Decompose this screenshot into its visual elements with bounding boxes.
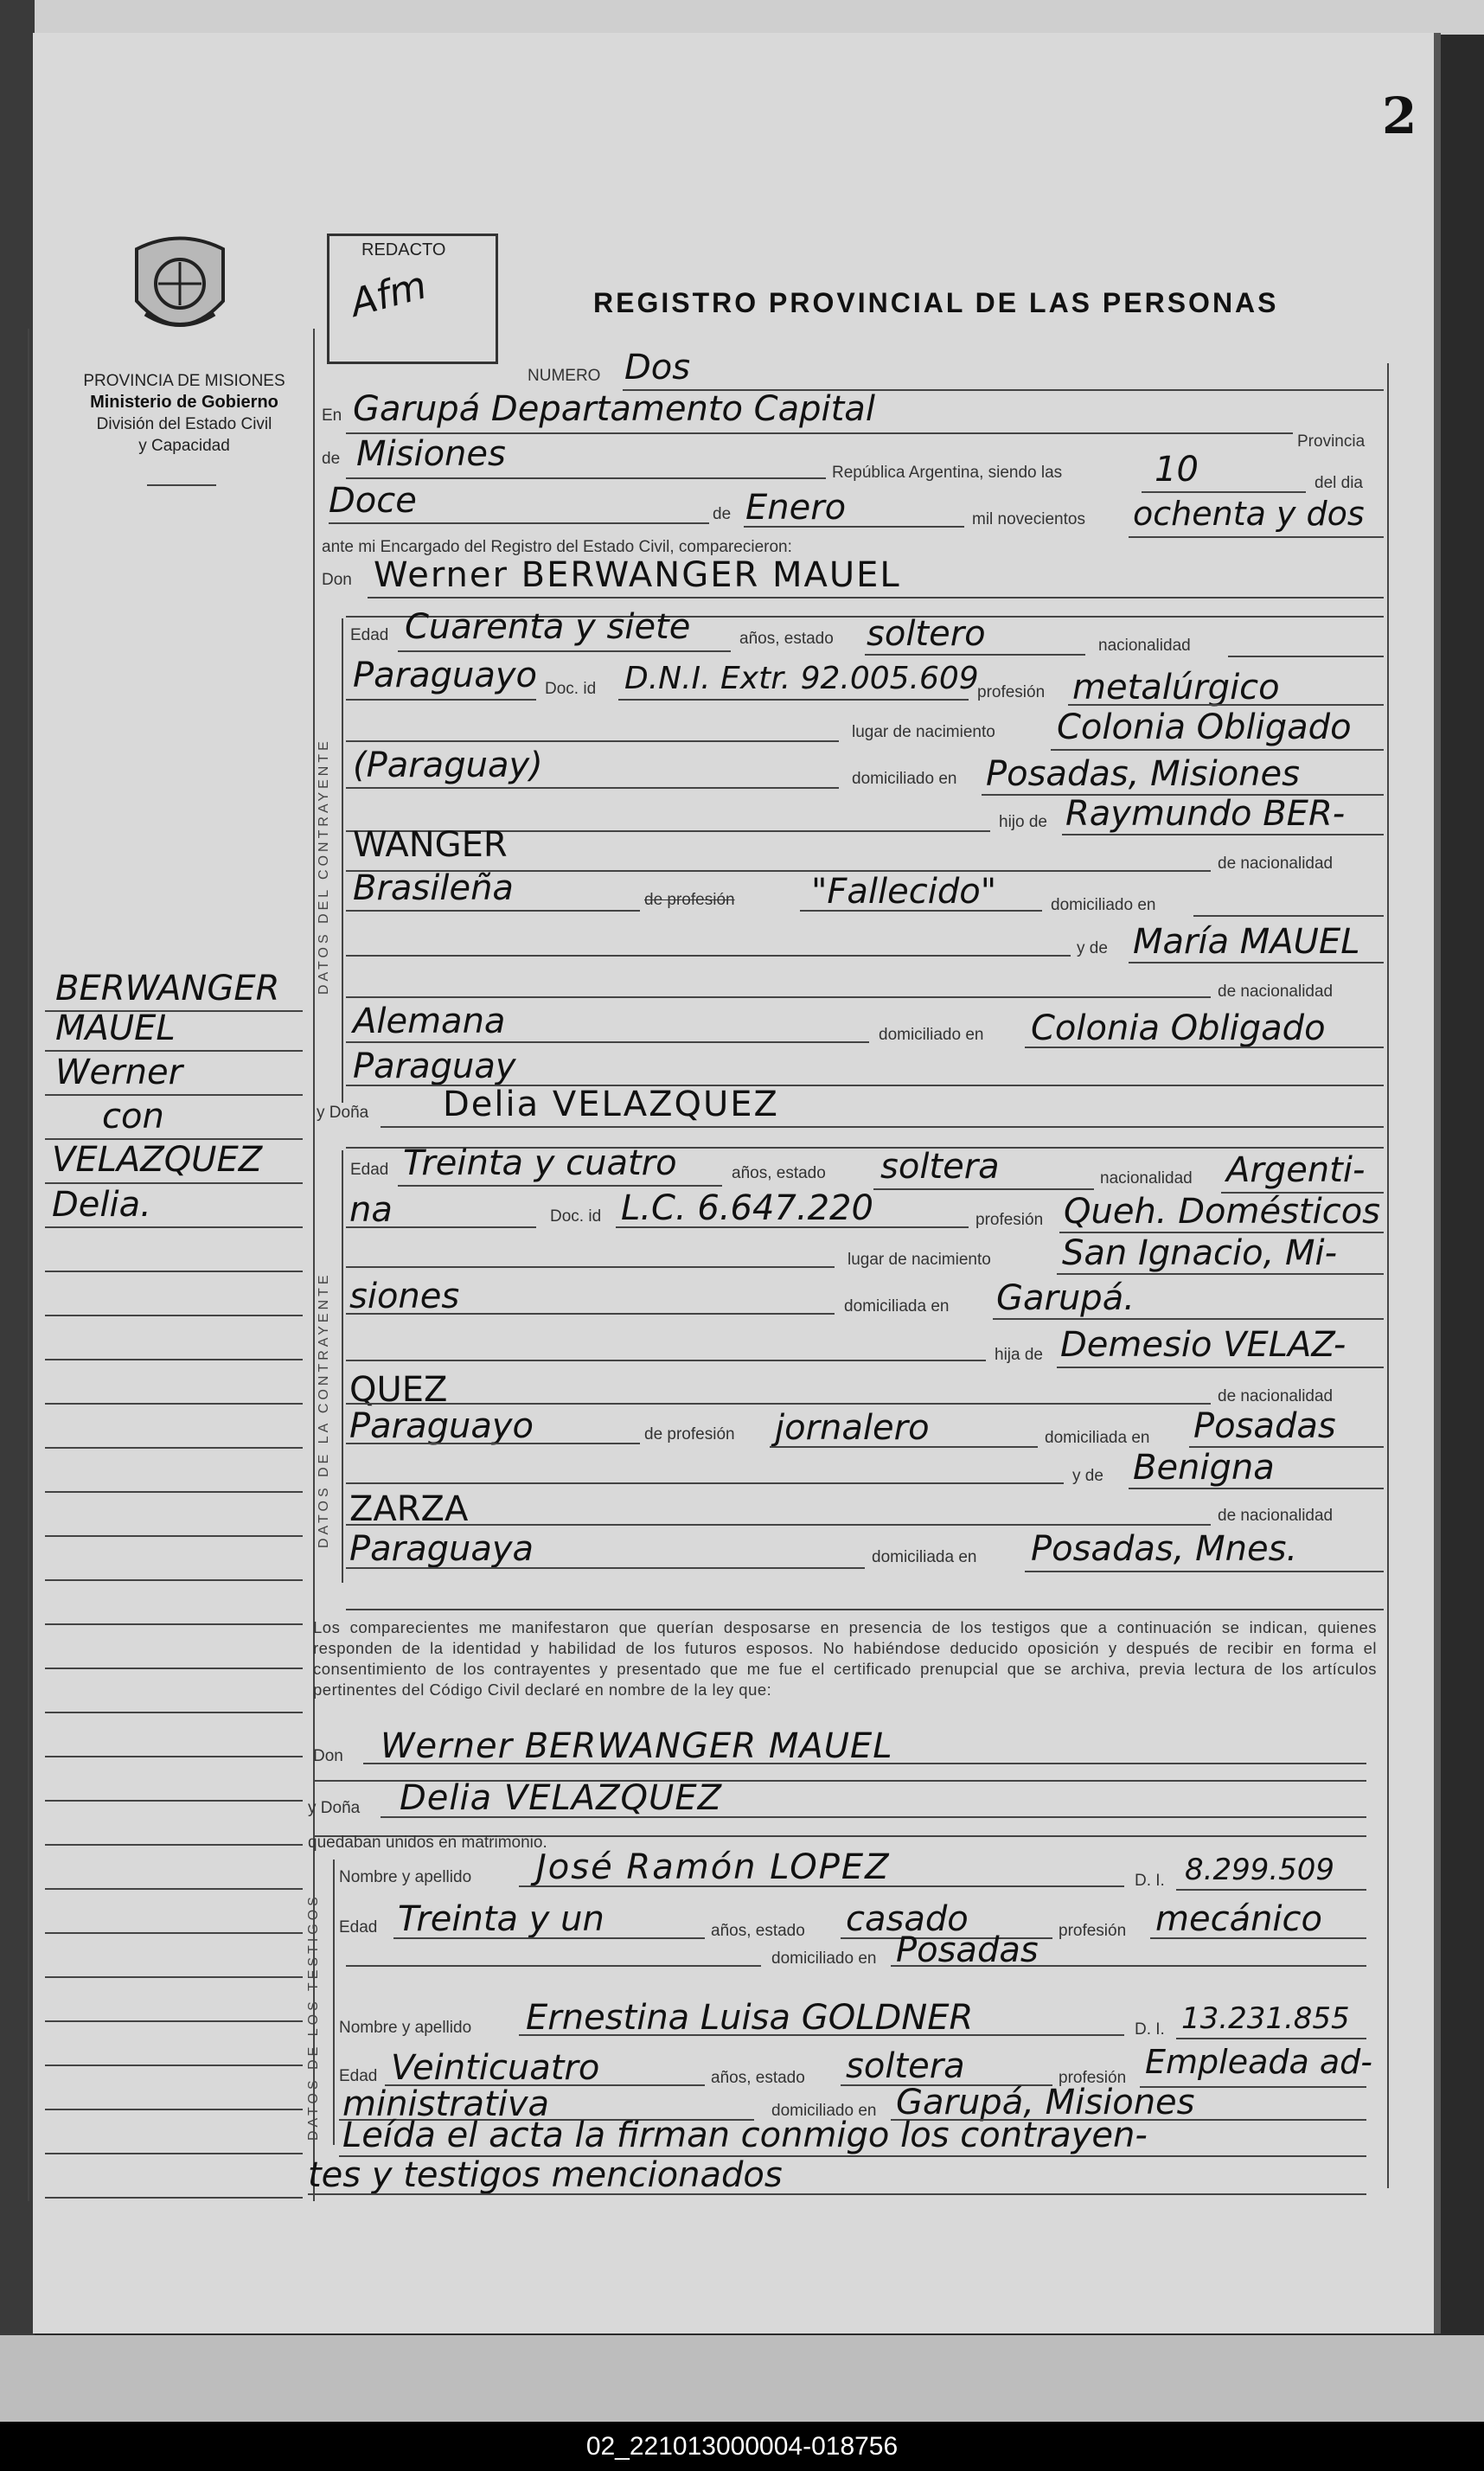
domiciliado-label: domiciliado en: [1051, 896, 1156, 914]
margin-left-edge: [28, 329, 29, 2201]
margin-note-surname-3: VELAZQUEZ: [52, 1140, 263, 1180]
don-value: Werner BERWANGER MAUEL: [374, 555, 901, 595]
madre-dom-ella-value: Posadas, Mnes.: [1031, 1529, 1298, 1569]
margin-note-con: con: [102, 1097, 164, 1136]
issuer-ministry: Ministerio de Gobierno: [90, 393, 278, 412]
domicilio-el-value: Posadas, Misiones: [986, 754, 1300, 794]
madre-nac-el-value: Alemana: [353, 1002, 506, 1041]
padre-ella-value-2: QUEZ: [349, 1370, 448, 1410]
closing-line-1: Leída el acta la firman conmigo los contrayen-: [342, 2116, 1148, 2155]
margin-note-given-name: Werner: [55, 1053, 183, 1092]
domiciliado-en-label: domiciliado en: [852, 770, 957, 788]
side-label-testigos: DATOS DE LOS TESTIGOS: [306, 1893, 321, 2141]
domicilio-ella-value: Garupá.: [996, 1278, 1135, 1318]
prof-el-value: metalúrgico: [1072, 668, 1280, 707]
scan-top-edge: [0, 0, 1484, 35]
issuer-province: PROVINCIA DE MISIONES: [83, 372, 285, 390]
prof-ella-value: Queh. Domésticos: [1064, 1192, 1381, 1232]
mes-value: Enero: [745, 488, 847, 528]
padre-prof-el-value: "Fallecido": [811, 872, 997, 912]
lugar-nac-ella-value-2: siones: [349, 1277, 460, 1316]
side-label-contrayente: DATOS DEL CONTRAYENTE: [317, 738, 331, 995]
form-right-edge: [1387, 363, 1389, 2188]
doc-id-label: Doc. id: [545, 680, 597, 698]
t2-edad-value: Veinticuatro: [391, 2048, 600, 2088]
anio-value: ochenta y dos: [1133, 495, 1365, 533]
numero-value: Dos: [624, 348, 691, 387]
t1-edad-value: Treinta y un: [398, 1899, 604, 1939]
lugar-nac-label-2: lugar de nacimiento: [848, 1251, 991, 1269]
padre-nac-ella-value: Paraguayo: [349, 1406, 534, 1446]
estado-ella-value: soltera: [880, 1147, 1000, 1187]
decl-dona-value: Delia VELAZQUEZ: [400, 1778, 722, 1818]
y-de-label: y de: [1077, 939, 1108, 957]
hijo-de-label: hijo de: [999, 813, 1047, 831]
t1-di-value: 8.299.509: [1185, 1853, 1335, 1887]
madre-el-value: María MAUEL: [1133, 922, 1360, 962]
declaration-paragraph: Los comparecientes me manifestaron que querían desposarse en presencia de los testigos que a continuación se indican, quienes responden de la identidad y habilidad de los futuros esposos. No habiéndose deducido oposición y después de recibir en forma el consentimiento de los contrayentes y presentado que me fue el certificado prenupcial que se archiva, previa lectura de los artículos pertinentes del Código Civil declaré en nombre de la ley que:: [313, 1618, 1377, 1699]
lugar-nac-ella-value-1: San Ignacio, Mi-: [1062, 1233, 1338, 1273]
padre-el-value-1: Raymundo BER-: [1065, 794, 1346, 834]
t2-di-value: 13.231.855: [1181, 2001, 1350, 2036]
de-nacionalidad-label: de nacionalidad: [1218, 855, 1334, 873]
di-label: D. I.: [1135, 1872, 1165, 1890]
issuer-capacidad: y Capacidad: [138, 437, 230, 455]
padre-prof-ella-value: jornalero: [775, 1408, 930, 1448]
t1-dom-value: Posadas: [896, 1930, 1039, 1970]
t1-nombre-value: José Ramón LOPEZ: [536, 1847, 891, 1887]
de-mes-label: de: [713, 505, 732, 523]
nac-ella-value-2: na: [349, 1190, 393, 1230]
page-number: 2: [1382, 86, 1417, 145]
madre-dom-el-value-2: Paraguay: [353, 1047, 516, 1086]
y-dona-label: y Doña: [317, 1104, 369, 1122]
padre-nac-el-value: Brasileña: [353, 868, 514, 908]
nac-el-value: Paraguayo: [353, 656, 537, 695]
domiciliado-label-4: domiciliado en: [771, 2102, 877, 2120]
profesion-label-2: profesión: [975, 1211, 1044, 1229]
don-label: Don: [322, 571, 352, 589]
t1-prof-value: mecánico: [1155, 1899, 1323, 1939]
di-label-2: D. I.: [1135, 2020, 1165, 2039]
dia-value: Doce: [329, 481, 417, 521]
anos-estado-label-3: años, estado: [711, 1922, 805, 1940]
doc-el-value: D.N.I. Extr. 92.005.609: [624, 661, 979, 696]
redacto-initials: Afm: [345, 263, 432, 326]
de-profesion-label: de profesión: [644, 891, 735, 909]
padre-dom-ella-value: Posadas: [1193, 1406, 1336, 1446]
redacto-label: REDACTO: [361, 240, 446, 259]
anos-estado-label-4: años, estado: [711, 2069, 805, 2087]
domiciliado-label-3: domiciliado en: [771, 1949, 877, 1968]
y-de-label-2: y de: [1072, 1467, 1103, 1485]
domiciliada-label: domiciliada en: [1045, 1429, 1150, 1447]
numero-label: NUMERO: [528, 367, 601, 385]
hora-value: 10: [1155, 450, 1199, 490]
hija-de-label: hija de: [995, 1346, 1043, 1364]
scan-bottom-edge: [0, 2335, 1484, 2422]
madre-ella-value-2: ZARZA: [349, 1489, 469, 1529]
margin-note-given-name-2: Delia.: [52, 1185, 151, 1225]
doc-ella-value: L.C. 6.647.220: [621, 1188, 873, 1228]
side-label-contrayenta: DATOS DE LA CONTRAYENTE: [317, 1271, 331, 1548]
lugar-nac-label: lugar de nacimiento: [852, 723, 995, 741]
de-nacionalidad-label-3: de nacionalidad: [1218, 1387, 1334, 1405]
issuer-division: División del Estado Civil: [96, 415, 272, 433]
provincia-value: Misiones: [356, 434, 506, 474]
margin-note-surname-2: MAUEL: [55, 1008, 176, 1048]
anos-estado-label-2: años, estado: [732, 1164, 826, 1182]
quedaban-label: quedaban unidos en matrimonio.: [308, 1834, 547, 1852]
t2-prof-value-2: ministrativa: [342, 2084, 550, 2124]
de-label: de: [322, 450, 341, 468]
lugar-nac-el-value: Colonia Obligado: [1057, 707, 1352, 747]
t2-dom-value: Garupá, Misiones: [896, 2083, 1195, 2122]
nacionalidad-label-2: nacionalidad: [1100, 1169, 1193, 1187]
edad-el-value: Cuarenta y siete: [405, 607, 691, 647]
republica-label: República Argentina, siendo las: [832, 464, 1063, 482]
madre-ella-value-1: Benigna: [1133, 1448, 1275, 1488]
de-profesion-label-2: de profesión: [644, 1425, 735, 1444]
profesion-label-4: profesión: [1059, 2069, 1127, 2087]
padre-el-value-2: WANGER: [353, 825, 508, 865]
anos-estado-label: años, estado: [739, 630, 834, 648]
lugar-value: Garupá Departamento Capital: [353, 389, 875, 429]
domiciliada-en-label: domiciliada en: [844, 1297, 950, 1316]
margin-note-surname-1: BERWANGER: [55, 969, 280, 1008]
closing-line-2: tes y testigos mencionados: [308, 2155, 783, 2195]
doc-id-label-2: Doc. id: [550, 1207, 602, 1226]
profesion-label: profesión: [977, 683, 1046, 701]
file-caption: 02_221013000004-018756: [585, 2432, 899, 2461]
t1-estado-value: casado: [846, 1899, 969, 1939]
nombre-apellido-label: Nombre y apellido: [339, 1868, 472, 1886]
nombre-apellido-label-2: Nombre y apellido: [339, 2019, 472, 2037]
dona-value: Delia VELAZQUEZ: [443, 1085, 779, 1124]
en-label: En: [322, 406, 342, 425]
t2-estado-value: soltera: [846, 2046, 965, 2086]
decl-don-value: Werner BERWANGER MAUEL: [381, 1726, 893, 1766]
padre-ella-value-1: Demesio VELAZ-: [1060, 1325, 1346, 1365]
y-dona-label-2: y Doña: [308, 1799, 361, 1817]
book-spine: [0, 0, 35, 2387]
pais-nac-el-value: (Paraguay): [353, 746, 543, 785]
edad-label-4: Edad: [339, 2067, 378, 2085]
nacionalidad-label: nacionalidad: [1098, 637, 1191, 655]
don-label-2: Don: [313, 1747, 343, 1765]
de-nacionalidad-label-2: de nacionalidad: [1218, 983, 1334, 1001]
document-title: REGISTRO PROVINCIAL DE LAS PERSONAS: [593, 287, 1279, 318]
provincial-seal: [128, 232, 232, 344]
del-dia-label: del dia: [1314, 474, 1363, 492]
edad-label: Edad: [350, 626, 389, 644]
nac-ella-value-1: Argenti-: [1226, 1150, 1366, 1190]
edad-ella-value: Treinta y cuatro: [403, 1143, 677, 1183]
madre-nac-ella-value: Paraguaya: [349, 1529, 534, 1569]
estado-el-value: soltero: [867, 614, 986, 654]
mil-novecientos-label: mil novecientos: [972, 510, 1085, 528]
edad-label-2: Edad: [350, 1161, 389, 1179]
domiciliado-label-2: domiciliado en: [879, 1026, 984, 1044]
provincia-label: Provincia: [1297, 432, 1366, 451]
profesion-label-3: profesión: [1059, 1922, 1127, 1940]
madre-dom-el-value: Colonia Obligado: [1031, 1008, 1326, 1048]
domiciliada-label-2: domiciliada en: [872, 1548, 977, 1566]
ante-label: ante mi Encargado del Registro del Estado Civil, comparecieron:: [322, 538, 792, 556]
t2-prof-value-1: Empleada ad-: [1145, 2043, 1372, 2081]
t2-nombre-value: Ernestina Luisa GOLDNER: [526, 1998, 974, 2038]
edad-label-3: Edad: [339, 1918, 378, 1936]
de-nacionalidad-label-4: de nacionalidad: [1218, 1507, 1334, 1525]
